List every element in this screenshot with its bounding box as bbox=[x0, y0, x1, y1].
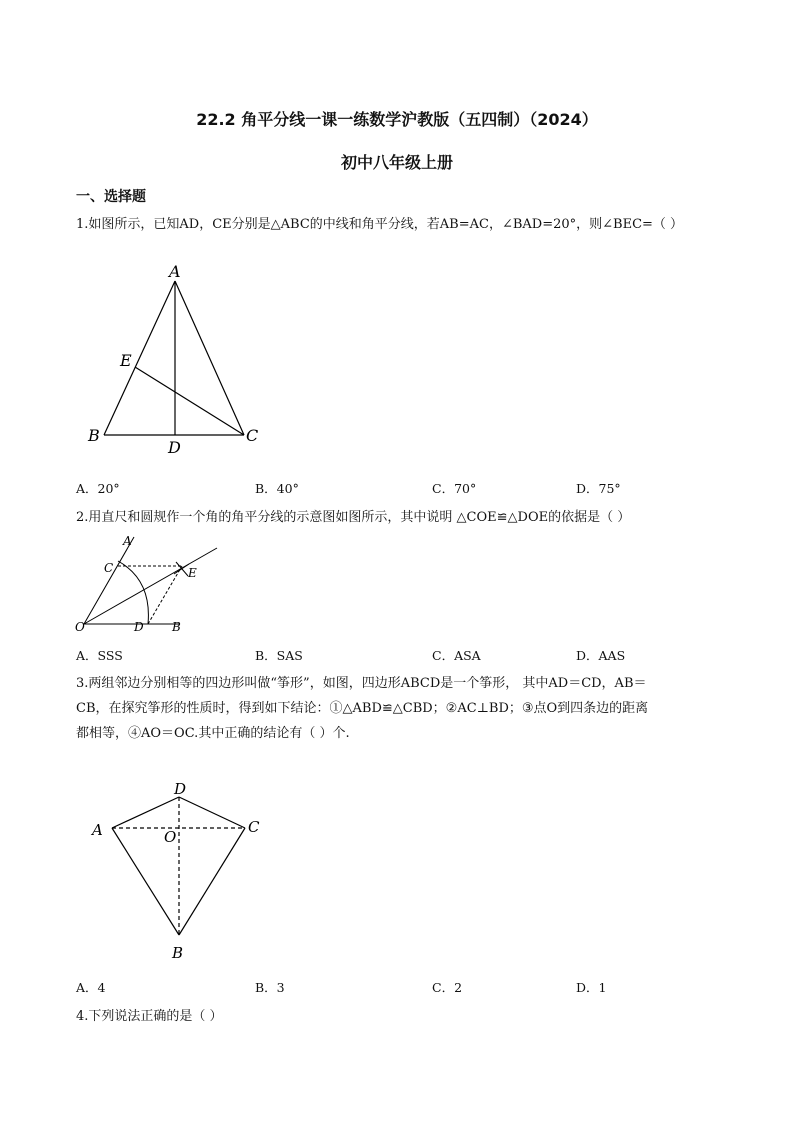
side-ad bbox=[112, 797, 179, 828]
label-b: B bbox=[172, 944, 184, 962]
side-dc bbox=[179, 797, 245, 828]
label-c: C bbox=[104, 561, 114, 575]
label-b: B bbox=[172, 620, 181, 634]
document-title: 22.2 角平分线一课一练数学沪教版（五四制）（2024） bbox=[196, 110, 598, 129]
label-a: A bbox=[92, 821, 103, 839]
side-ab bbox=[104, 281, 175, 435]
label-c: C bbox=[248, 818, 260, 836]
section-heading: 一、选择题 bbox=[76, 189, 146, 205]
arc-cd bbox=[118, 561, 148, 624]
q3-option-b: B．3 bbox=[255, 980, 285, 995]
question-4-text: 4.下列说法正确的是（ ） bbox=[76, 1009, 223, 1024]
label-e: E bbox=[120, 351, 132, 370]
q2-option-a: A．SSS bbox=[76, 648, 123, 663]
q1-option-c: C．70° bbox=[432, 481, 477, 496]
label-e: E bbox=[188, 566, 197, 580]
label-c: C bbox=[246, 426, 259, 445]
label-d: D bbox=[168, 438, 181, 457]
bisector-ce bbox=[135, 367, 244, 435]
question-3-figure bbox=[85, 775, 275, 965]
ray-oe bbox=[84, 548, 217, 624]
ray-oa bbox=[84, 537, 134, 624]
q3-option-d: D．1 bbox=[576, 980, 607, 995]
side-cb bbox=[179, 828, 245, 935]
label-d: D bbox=[174, 780, 187, 798]
label-o: O bbox=[75, 620, 85, 634]
q3-option-a: A．4 bbox=[76, 980, 106, 995]
q1-option-b: B．40° bbox=[255, 481, 299, 496]
question-2-figure bbox=[72, 530, 222, 640]
arc-e-2 bbox=[174, 564, 189, 574]
question-1-text: 1.如图所示，已知AD，CE分别是△ABC的中线和角平分线，若AB=AC，∠BAD=20°，则∠BEC=（ ） bbox=[76, 217, 684, 232]
side-ac bbox=[175, 281, 244, 435]
label-d: D bbox=[134, 620, 144, 634]
document-subtitle: 初中八年级上册 bbox=[340, 153, 453, 172]
label-b: B bbox=[88, 426, 100, 445]
q1-option-a: A．20° bbox=[76, 481, 120, 496]
segment-de bbox=[148, 566, 182, 624]
question-3-line-1: 3.两组邻边分别相等的四边形叫做“筝形”，如图，四边形ABCD是一个筝形， 其中AD＝CD，AB＝ bbox=[76, 676, 647, 691]
question-1-figure bbox=[80, 255, 280, 465]
q2-option-d: D．AAS bbox=[576, 648, 626, 663]
q3-option-c: C．2 bbox=[432, 980, 463, 995]
q2-option-b: B．SAS bbox=[255, 648, 303, 663]
question-3-line-2: CB，在探究筝形的性质时，得到如下结论：①△ABD≌△CBD；②AC⊥BD；③点O到四条边的距离 bbox=[76, 701, 649, 716]
q1-option-d: D．75° bbox=[576, 481, 621, 496]
q2-option-c: C．ASA bbox=[432, 648, 481, 663]
label-a: A bbox=[123, 534, 132, 548]
question-3-line-3: 都相等，④AO＝OC.其中正确的结论有（ ）个. bbox=[76, 726, 350, 741]
question-2-text: 2.用直尺和圆规作一个角的角平分线的示意图如图所示，其中说明 △COE≌△DOE的依据是（ ） bbox=[76, 510, 631, 525]
label-o: O bbox=[164, 828, 177, 846]
label-a: A bbox=[169, 262, 181, 281]
